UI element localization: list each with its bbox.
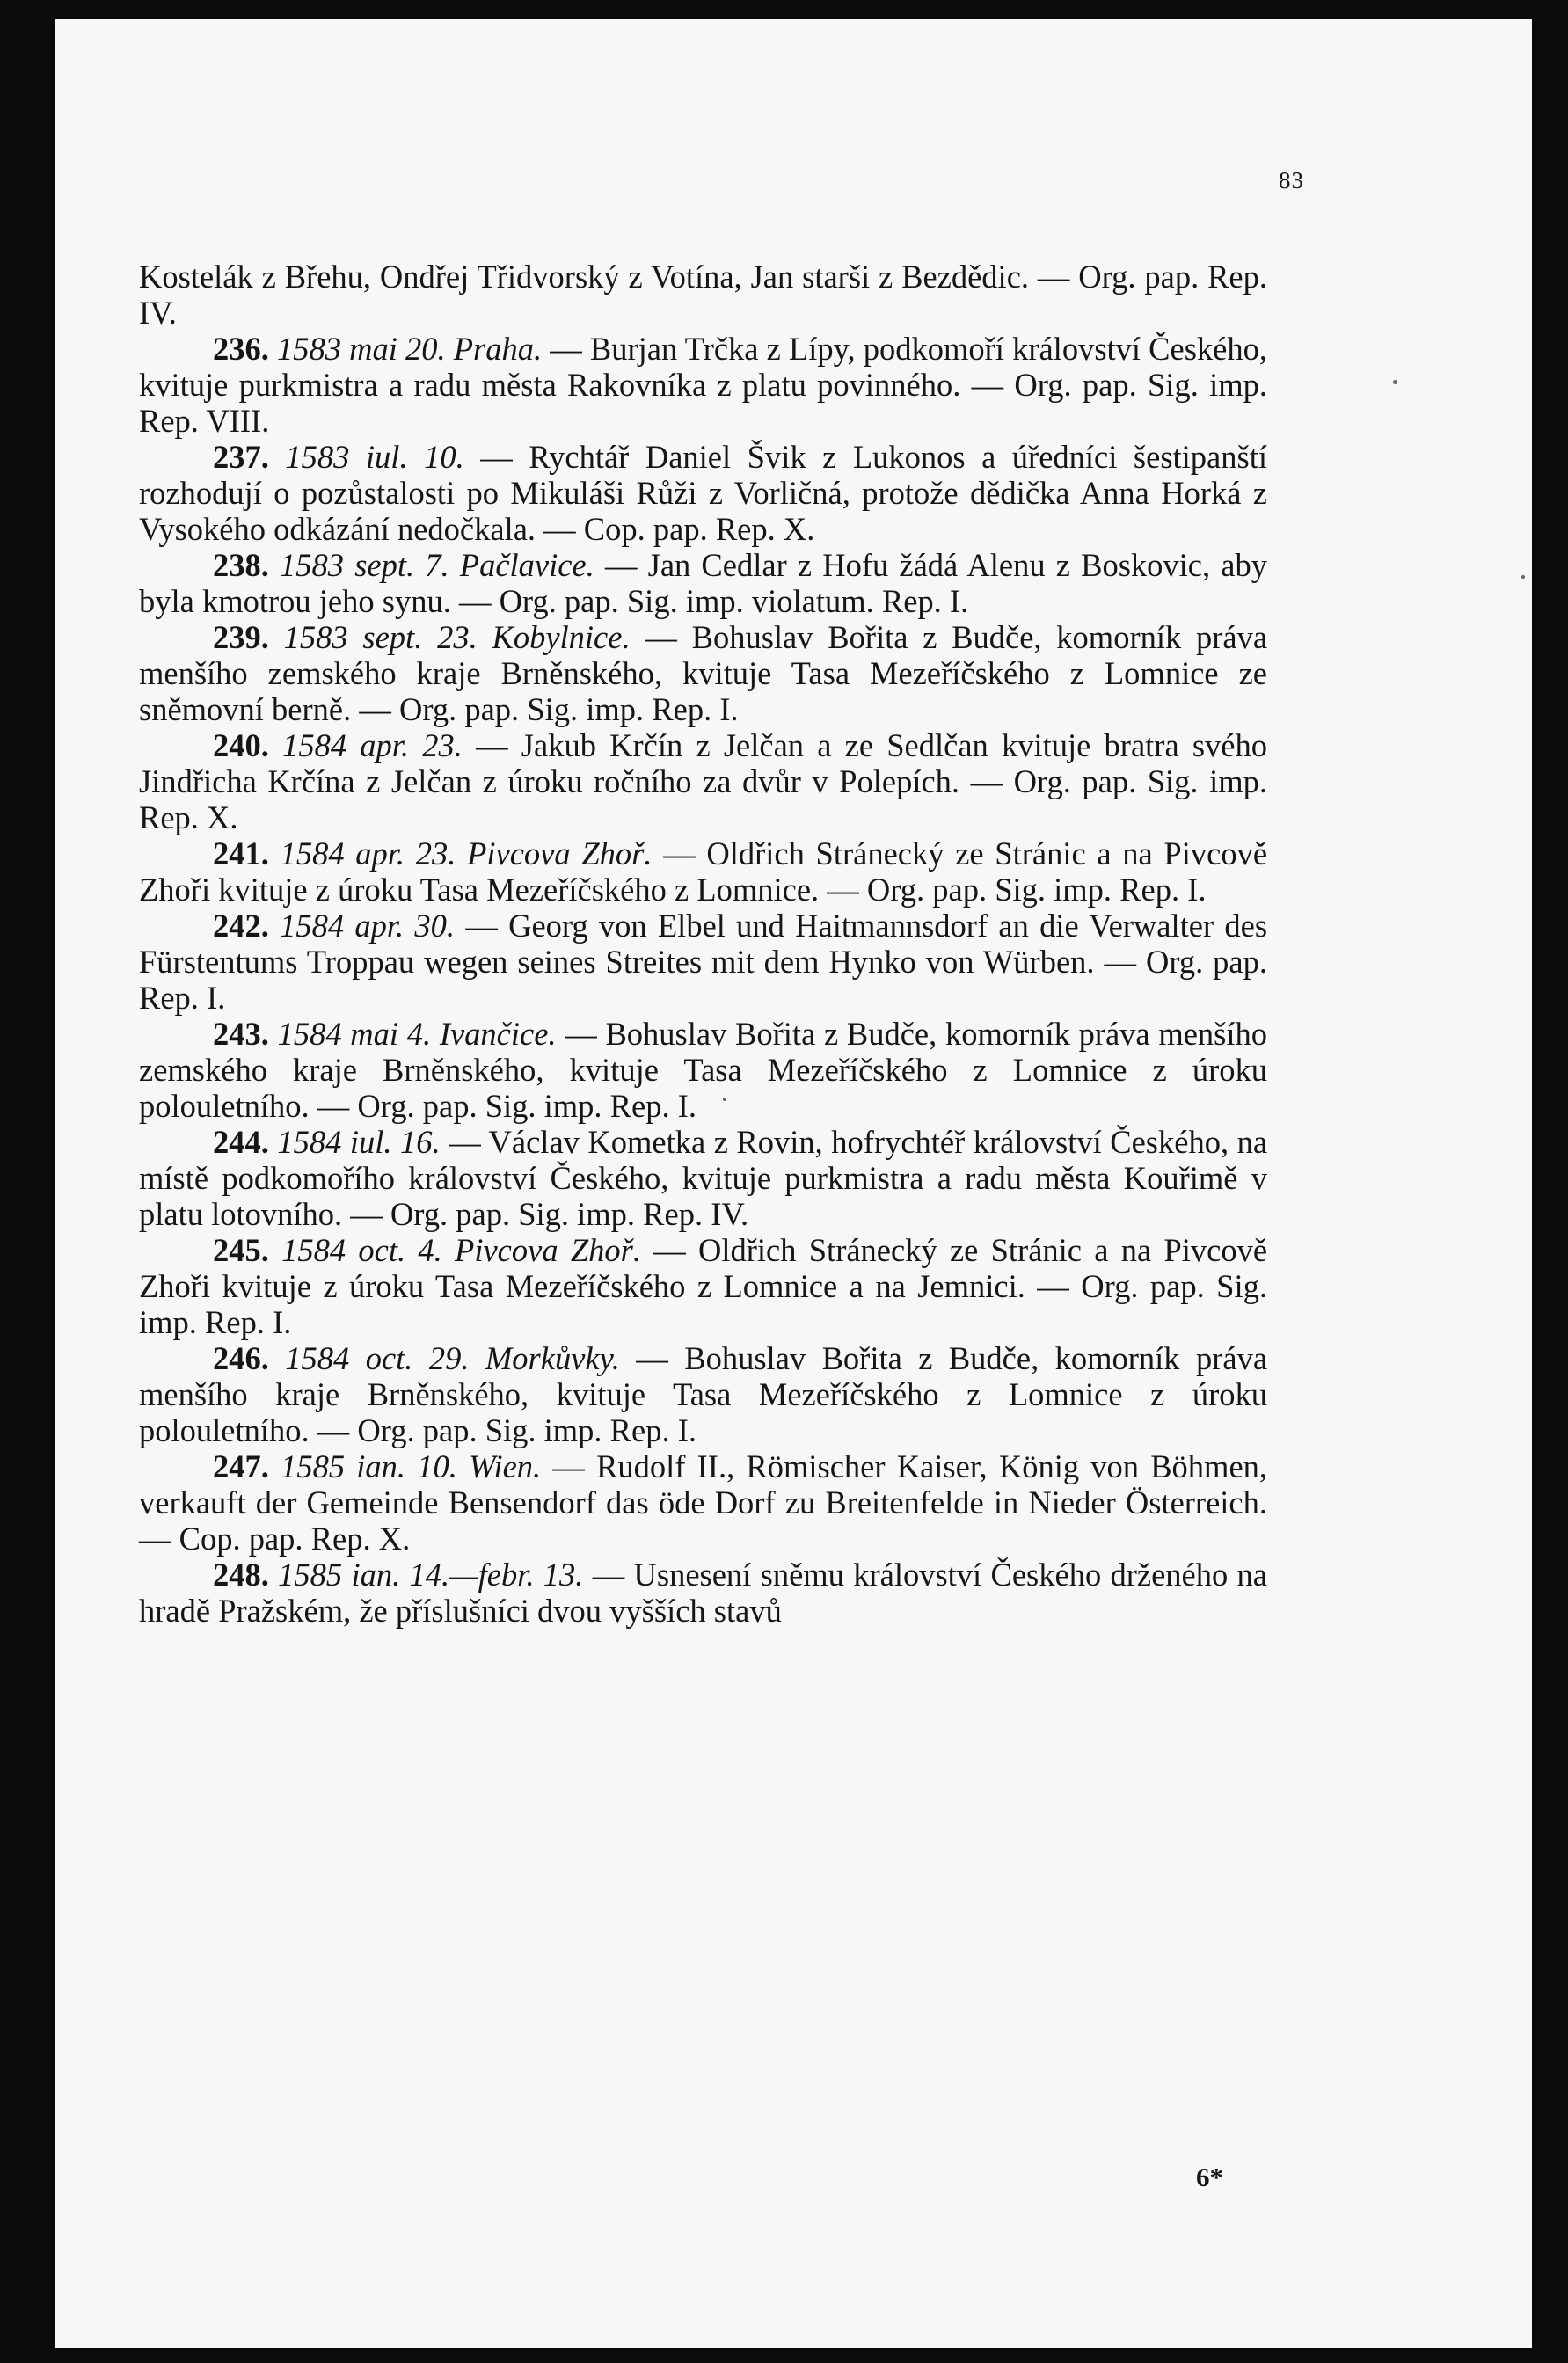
entry-place: Morkůvky. [485,1340,620,1376]
entry-text: — Burjan Trčka z Lípy, podkomoří království Českého, kvituje purkmistra a radu města Rakovníka z platu povinného. — Org. pap. Sig. imp. Rep. VIII. [139,331,1268,439]
entry-244 [139,1124,1267,1232]
entry-text: — Rychtář Daniel Švik z Lukonos a úředníci šestipanští rozhodují o pozůstalosti po Mikuláši Růži z Vorličná, protože dědička Anna Horká z Vysokého odkázání nedočkala. — Cop. pap. Rep. X. [139,439,1267,547]
entry-place: Pivcova Zhoř. [455,1232,641,1268]
entry-text: — Oldřich Stránecký ze Stránic a na Pivcově Zhoři kvituje z úroku Tasa Mezeříčského z Lomnice. — Org. pap. Sig. imp. Rep. I. [139,835,1268,908]
entry-number: 244. [213,1124,269,1160]
entry-date: 1585 ian. 10. [281,1448,457,1484]
entry-number: 242. [213,908,269,944]
entry-date: 1584 apr. 23. [280,835,456,872]
entry-242 [139,908,1267,1016]
entry-date: 1585 ian. 14.—febr. 13. [278,1557,584,1593]
entry-number: 240. [213,727,269,763]
entry-date: 1583 sept. 23. [283,619,478,655]
entry-number: 247. [213,1448,269,1484]
entry-number: 246. [213,1340,269,1376]
entry-date: 1584 iul. 16. [277,1124,441,1160]
entry-240 [139,727,1267,835]
entry-number: 239. [213,619,269,655]
speck-mark [1521,575,1525,579]
entry-text: — Georg von Elbel und Haitmannsdorf an die Verwalter des Fürstentums Troppau wegen seines Streites mit dem Hynko von Würben. — Org. pap. Rep. I. [139,908,1268,1016]
entry-date: 1584 apr. 23. [282,727,463,763]
entry-text: — Jan Cedlar z Hofu žádá Alenu z Boskovic, aby byla kmotrou jeho synu. — Org. pap. Sig. imp. violatum. Rep. I. [139,547,1267,619]
entry-date: 1584 oct. 29. [285,1340,470,1376]
entry-236 [139,331,1267,439]
entry-241 [139,835,1267,908]
document-page [55,19,1532,2348]
entry-number: 243. [213,1016,269,1052]
entry-text: — Václav Kometka z Rovin, hofrychtéř království Českého, na místě podkomořího království Českého, kvituje purkmistra a radu města Kouřimě v platu lotovního. — Org. pap. Sig. imp. Rep. IV. [139,1124,1268,1232]
entry-243 [139,1016,1267,1124]
entry-place: Pivcova Zhoř. [467,835,653,872]
entry-number: 236. [213,331,269,367]
entry-text: — Oldřich Stránecký ze Stránic a na Pivcově Zhoři kvituje z úroku Tasa Mezeříčského z Lomnice a na Jemnici. — Org. pap. Sig. imp. Rep. I. [139,1232,1268,1340]
entry-248 [139,1557,1267,1629]
speck-mark [723,1098,726,1101]
entry-place: Ivančice. [439,1016,557,1052]
text-block [139,259,1267,1629]
speck-mark [1393,380,1397,384]
page-number: 83 [1279,167,1304,193]
entry-number: 245. [213,1232,269,1268]
entry-date: 1583 mai 20. [277,331,446,367]
entry-date: 1584 mai 4. [277,1016,432,1052]
opening-paragraph: Kostelák z Břehu, Ondřej Třidvorský z Votína, Jan starši z Bezdědic. — Org. pap. Rep. IV. [139,259,1267,331]
entry-number: 248. [213,1557,269,1593]
entry-245 [139,1232,1267,1340]
entry-date: 1583 iul. 10. [285,439,464,475]
entry-text: — Jakub Krčín z Jelčan a ze Sedlčan kvituje bratra svého Jindřicha Krčína z Jelčan z úroku ročního za dvůr v Polepích. — Org. pap. Sig. imp. Rep. X. [139,727,1267,835]
entry-text: — Bohuslav Bořita z Budče, komorník práva menšího zemského kraje Brněnského, kvituje Tasa Mezeříčského z Lomnice z úroku polouletního. — Org. pap. Sig. imp. Rep. I. [139,1016,1268,1124]
entry-246 [139,1340,1267,1448]
entry-238 [139,547,1267,619]
entry-number: 241. [213,835,269,872]
entry-239 [139,619,1267,727]
entry-text: — Bohuslav Bořita z Budče, komorník práva menšího zemského kraje Brněnského, kvituje Tasa Mezeříčského z Lomnice ze sněmovní berně. — Org. pap. Sig. imp. Rep. I. [139,619,1268,727]
entry-date: 1584 oct. 4. [281,1232,442,1268]
entry-247 [139,1448,1267,1557]
entry-place: Wien. [469,1448,542,1484]
signature-mark: 6* [1196,2162,1223,2192]
entry-number: 237. [213,439,269,475]
entry-place: Praha. [453,331,543,367]
entry-date: 1584 apr. 30. [280,908,456,944]
entry-date: 1583 sept. 7. [280,547,449,583]
entry-place: Kobylnice. [492,619,631,655]
entry-text: — Rudolf II., Römischer Kaiser, König von Böhmen, verkauft der Gemeinde Bensendorf das öde Dorf zu Breitenfelde in Nieder Österreich. — Cop. pap. Rep. X. [139,1448,1268,1557]
entry-237 [139,439,1267,547]
entry-text: — Usnesení sněmu království Českého drženého na hradě Pražském, že příslušníci dvou vyšších stavů [139,1557,1267,1629]
entry-text: — Bohuslav Bořita z Budče, komorník práva menšího kraje Brněnského, kvituje Tasa Mezeříčského z Lomnice z úroku polouletního. — Org. pap. Sig. imp. Rep. I. [139,1340,1268,1448]
entry-number: 238. [213,547,269,583]
entry-place: Pačlavice. [459,547,594,583]
